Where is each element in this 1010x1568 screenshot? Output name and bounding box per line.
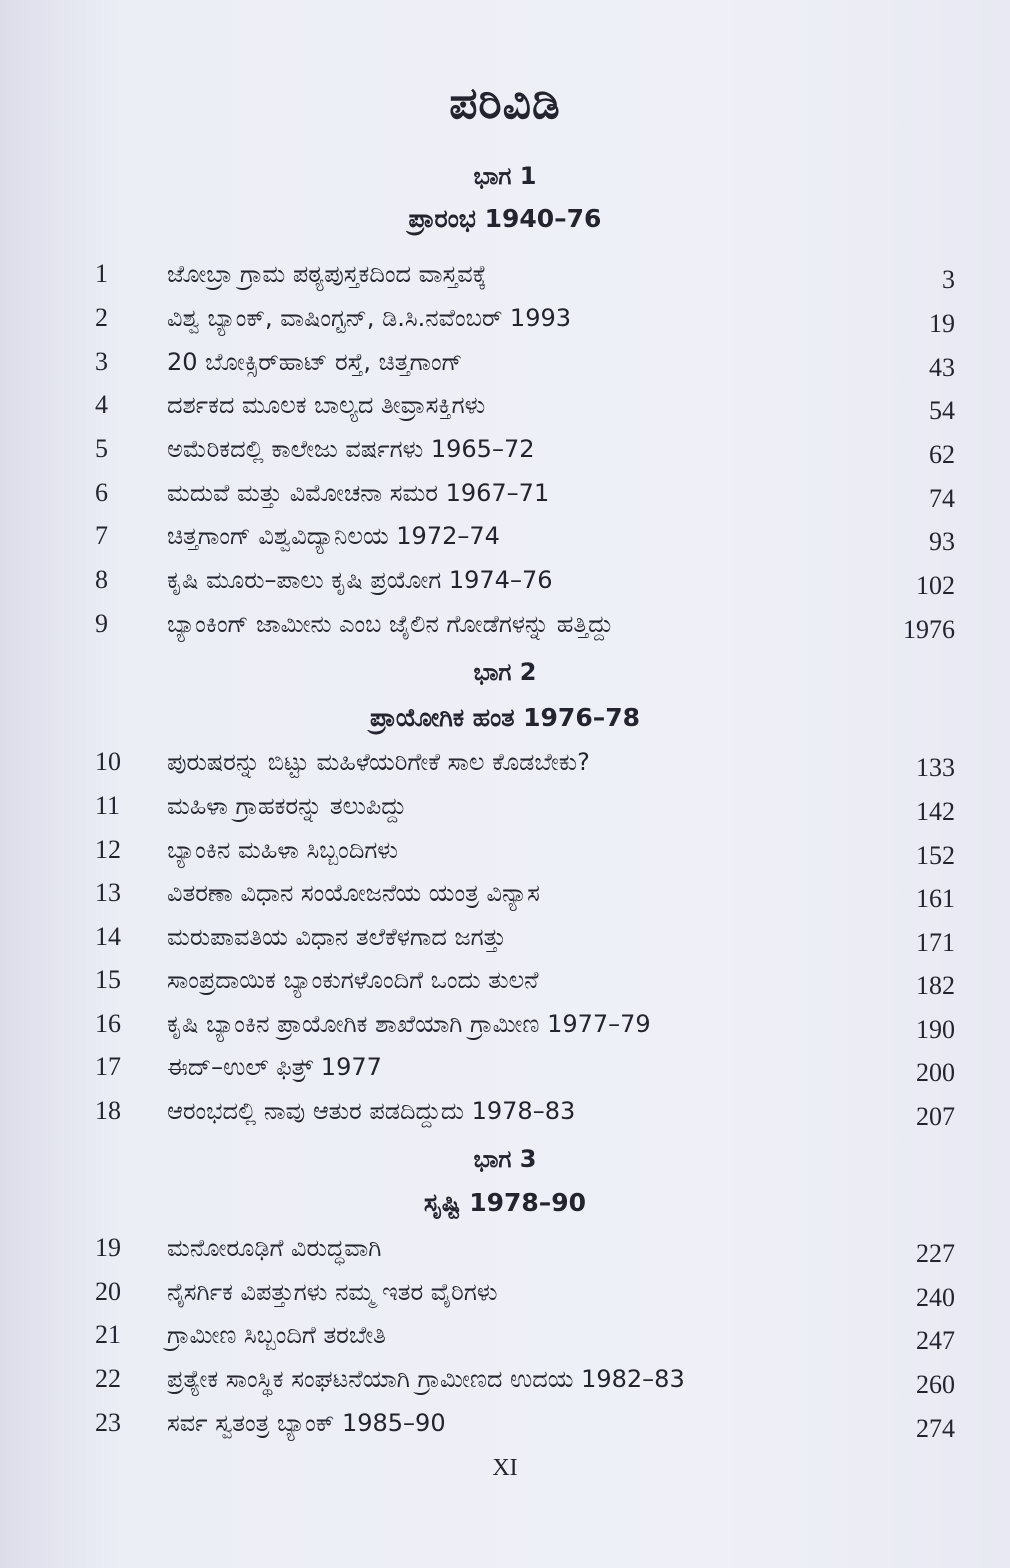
toc-entry-19 xyxy=(95,1228,955,1268)
page-number: 161 xyxy=(916,884,955,913)
chapter-number: 15 xyxy=(95,965,121,994)
chapter-title: ಮಹಿಳಾ ಗ್ರಾಹಕರನ್ನು ತಲುಪಿದ್ದು xyxy=(167,792,407,820)
page-number: 247 xyxy=(916,1326,955,1355)
chapter-number: 8 xyxy=(95,565,108,594)
toc-entry-14 xyxy=(95,917,955,957)
chapter-title: ಜೋಬ್ರಾ ಗ್ರಾಮ ಪಠ್ಯಪುಸ್ತಕದಿಂದ ವಾಸ್ತವಕ್ಕೆ xyxy=(167,260,487,288)
toc-entry-16 xyxy=(95,1004,955,1044)
chapter-number: 4 xyxy=(95,390,108,419)
chapter-number: 14 xyxy=(95,922,121,951)
toc-entry-3 xyxy=(95,342,955,382)
page-number: 240 xyxy=(916,1283,955,1312)
chapter-number: 1 xyxy=(95,259,108,288)
toc-entry-12 xyxy=(95,830,955,870)
chapter-title: ಕೃಷಿ ಬ್ಯಾಂಕಿನ ಪ್ರಾಯೋಗಿಕ ಶಾಖೆಯಾಗಿ ಗ್ರಾಮೀಣ 1977–79 xyxy=(167,1010,651,1038)
chapter-number: 19 xyxy=(95,1233,121,1262)
toc-entry-20 xyxy=(95,1272,955,1312)
toc-entry-10 xyxy=(95,742,955,782)
page-number: 190 xyxy=(916,1015,955,1044)
part-label-1: ಭಾಗ 1 xyxy=(473,162,537,190)
toc-entry-7 xyxy=(95,516,955,556)
chapter-number: 5 xyxy=(95,434,108,463)
chapter-title: ಸರ್ವ ಸ್ವತಂತ್ರ ಬ್ಯಾಂಕ್ 1985–90 xyxy=(167,1409,446,1437)
page-number: 43 xyxy=(929,353,955,382)
chapter-number: 2 xyxy=(95,303,108,332)
chapter-title: ವಿತರಣಾ ವಿಧಾನ ಸಂಯೋಜನೆಯ ಯಂತ್ರ ವಿನ್ಯಾಸ xyxy=(167,879,540,907)
toc-entry-22 xyxy=(95,1359,955,1399)
toc-entry-18 xyxy=(95,1091,955,1131)
page-number: 171 xyxy=(916,928,955,957)
page-number: 102 xyxy=(916,571,955,600)
chapter-number: 3 xyxy=(95,347,108,376)
page-number: 260 xyxy=(916,1370,955,1399)
chapter-title: ಮದುವೆ ಮತ್ತು ವಿಮೋಚನಾ ಸಮರ 1967–71 xyxy=(167,479,550,507)
chapter-title: ಬ್ಯಾಂಕಿನ ಮಹಿಳಾ ಸಿಬ್ಬಂದಿಗಳು xyxy=(167,836,398,864)
toc-entry-4 xyxy=(95,385,955,425)
page-number: 200 xyxy=(916,1058,955,1087)
chapter-number: 20 xyxy=(95,1277,121,1306)
chapter-title: ಈದ್–ಉಲ್ ಫಿತ್ರ್ 1977 xyxy=(167,1053,382,1081)
chapter-title: ಮನೋರೂಢಿಗೆ ವಿರುದ್ಧವಾಗಿ xyxy=(167,1234,382,1262)
chapter-number: 13 xyxy=(95,878,121,907)
toc-entry-11 xyxy=(95,786,955,826)
page-number: 207 xyxy=(916,1102,955,1131)
page-number: 19 xyxy=(929,309,955,338)
chapter-title: ಚಿತ್ತಗಾಂಗ್ ವಿಶ್ವವಿದ್ಯಾನಿಲಯ 1972–74 xyxy=(167,522,500,550)
chapter-number: 7 xyxy=(95,521,108,550)
toc-entry-17 xyxy=(95,1047,955,1087)
chapter-title: ಪ್ರತ್ಯೇಕ ಸಾಂಸ್ಥಿಕ ಸಂಘಟನೆಯಾಗಿ ಗ್ರಾಮೀಣದ ಉದಯ 1982–83 xyxy=(167,1365,685,1393)
page-number: 93 xyxy=(929,527,955,556)
part-title-3: ಸೃಷ್ಟಿ 1978–90 xyxy=(423,1188,587,1217)
page-number: 74 xyxy=(929,484,955,513)
part-label-3: ಭಾಗ 3 xyxy=(473,1145,537,1173)
page-number: 182 xyxy=(916,971,955,1000)
toc-entry-5 xyxy=(95,429,955,469)
page-number: 274 xyxy=(916,1414,955,1443)
chapter-number: 18 xyxy=(95,1096,121,1125)
chapter-title: ಸಾಂಪ್ರದಾಯಿಕ ಬ್ಯಾಂಕುಗಳೊಂದಿಗೆ ಒಂದು ತುಲನೆ xyxy=(167,966,539,994)
page-number: 3 xyxy=(942,265,955,294)
page-number: 62 xyxy=(929,440,955,469)
toc-entry-21 xyxy=(95,1315,955,1355)
chapter-title: ಪುರುಷರನ್ನು ಬಿಟ್ಟು ಮಹಿಳೆಯರಿಗೇಕೆ ಸಾಲ ಕೊಡಬೇಕು? xyxy=(167,748,590,776)
page-footer-number: XI xyxy=(492,1455,518,1481)
page-number: 227 xyxy=(916,1239,955,1268)
chapter-number: 21 xyxy=(95,1320,121,1349)
chapter-number: 16 xyxy=(95,1009,121,1038)
chapter-title: ಕೃಷಿ ಮೂರು–ಪಾಲು ಕೃಷಿ ಪ್ರಯೋಗ 1974–76 xyxy=(167,566,553,594)
chapter-number: 23 xyxy=(95,1408,121,1437)
chapter-number: 6 xyxy=(95,478,108,507)
toc-entry-13 xyxy=(95,873,955,913)
toc-entry-9 xyxy=(95,604,955,644)
page-number: 54 xyxy=(929,396,955,425)
page-number: 142 xyxy=(916,797,955,826)
chapter-title: ಮರುಪಾವತಿಯ ವಿಧಾನ ತಲೆಕೆಳಗಾದ ಜಗತ್ತು xyxy=(167,923,507,951)
chapter-title: ಅಮೆರಿಕದಲ್ಲಿ ಕಾಲೇಜು ವರ್ಷಗಳು 1965–72 xyxy=(167,435,535,463)
toc-entry-23 xyxy=(95,1403,955,1443)
chapter-number: 11 xyxy=(95,791,121,820)
chapter-title: ದರ್ಶಕದ ಮೂಲಕ ಬಾಲ್ಯದ ತೀವ್ರಾಸಕ್ತಿಗಳು xyxy=(167,391,486,419)
page-number: 152 xyxy=(916,841,955,870)
toc-entry-6 xyxy=(95,473,955,513)
chapter-title: 20 ಬೋಕ್ಸಿರ್‌ಹಾಟ್ ರಸ್ತೆ, ಚಿತ್ತಗಾಂಗ್ xyxy=(167,348,463,376)
toc-entry-8 xyxy=(95,560,955,600)
chapter-number: 9 xyxy=(95,609,108,638)
chapter-title: ಗ್ರಾಮೀಣ ಸಿಬ್ಬಂದಿಗೆ ತರಬೇತಿ xyxy=(167,1321,386,1349)
toc-entry-15 xyxy=(95,960,955,1000)
page-number: 1976 xyxy=(903,615,955,644)
page-number: 133 xyxy=(916,753,955,782)
chapter-title: ಆರಂಭದಲ್ಲಿ ನಾವು ಆತುರ ಪಡದಿದ್ದುದು 1978–83 xyxy=(167,1097,576,1125)
page-title: ಪರಿವಿಡಿ xyxy=(449,78,561,129)
chapter-number: 22 xyxy=(95,1364,121,1393)
chapter-title: ನೈಸರ್ಗಿಕ ವಿಪತ್ತುಗಳು ನಮ್ಮ ಇತರ ವೈರಿಗಳು xyxy=(167,1278,498,1306)
chapter-number: 12 xyxy=(95,835,121,864)
chapter-number: 17 xyxy=(95,1052,121,1081)
part-title-1: ಪ್ರಾರಂಭ 1940–76 xyxy=(408,204,602,233)
toc-entry-2 xyxy=(95,298,955,338)
toc-entry-1 xyxy=(95,254,955,294)
part-title-2: ಪ್ರಾಯೋಗಿಕ ಹಂತ 1976–78 xyxy=(369,703,641,732)
chapter-title: ಬ್ಯಾಂಕಿಂಗ್ ಜಾಮೀನು ಎಂಬ ಜೈಲಿನ ಗೋಡೆಗಳನ್ನು ಹತ್ತಿದ್ದು xyxy=(167,610,614,638)
chapter-title: ವಿಶ್ವ ಬ್ಯಾಂಕ್, ವಾಷಿಂಗ್ಟನ್, ಡಿ.ಸಿ.ನವೆಂಬರ್ 1993 xyxy=(167,304,572,332)
chapter-number: 10 xyxy=(95,747,121,776)
part-label-2: ಭಾಗ 2 xyxy=(473,658,537,686)
